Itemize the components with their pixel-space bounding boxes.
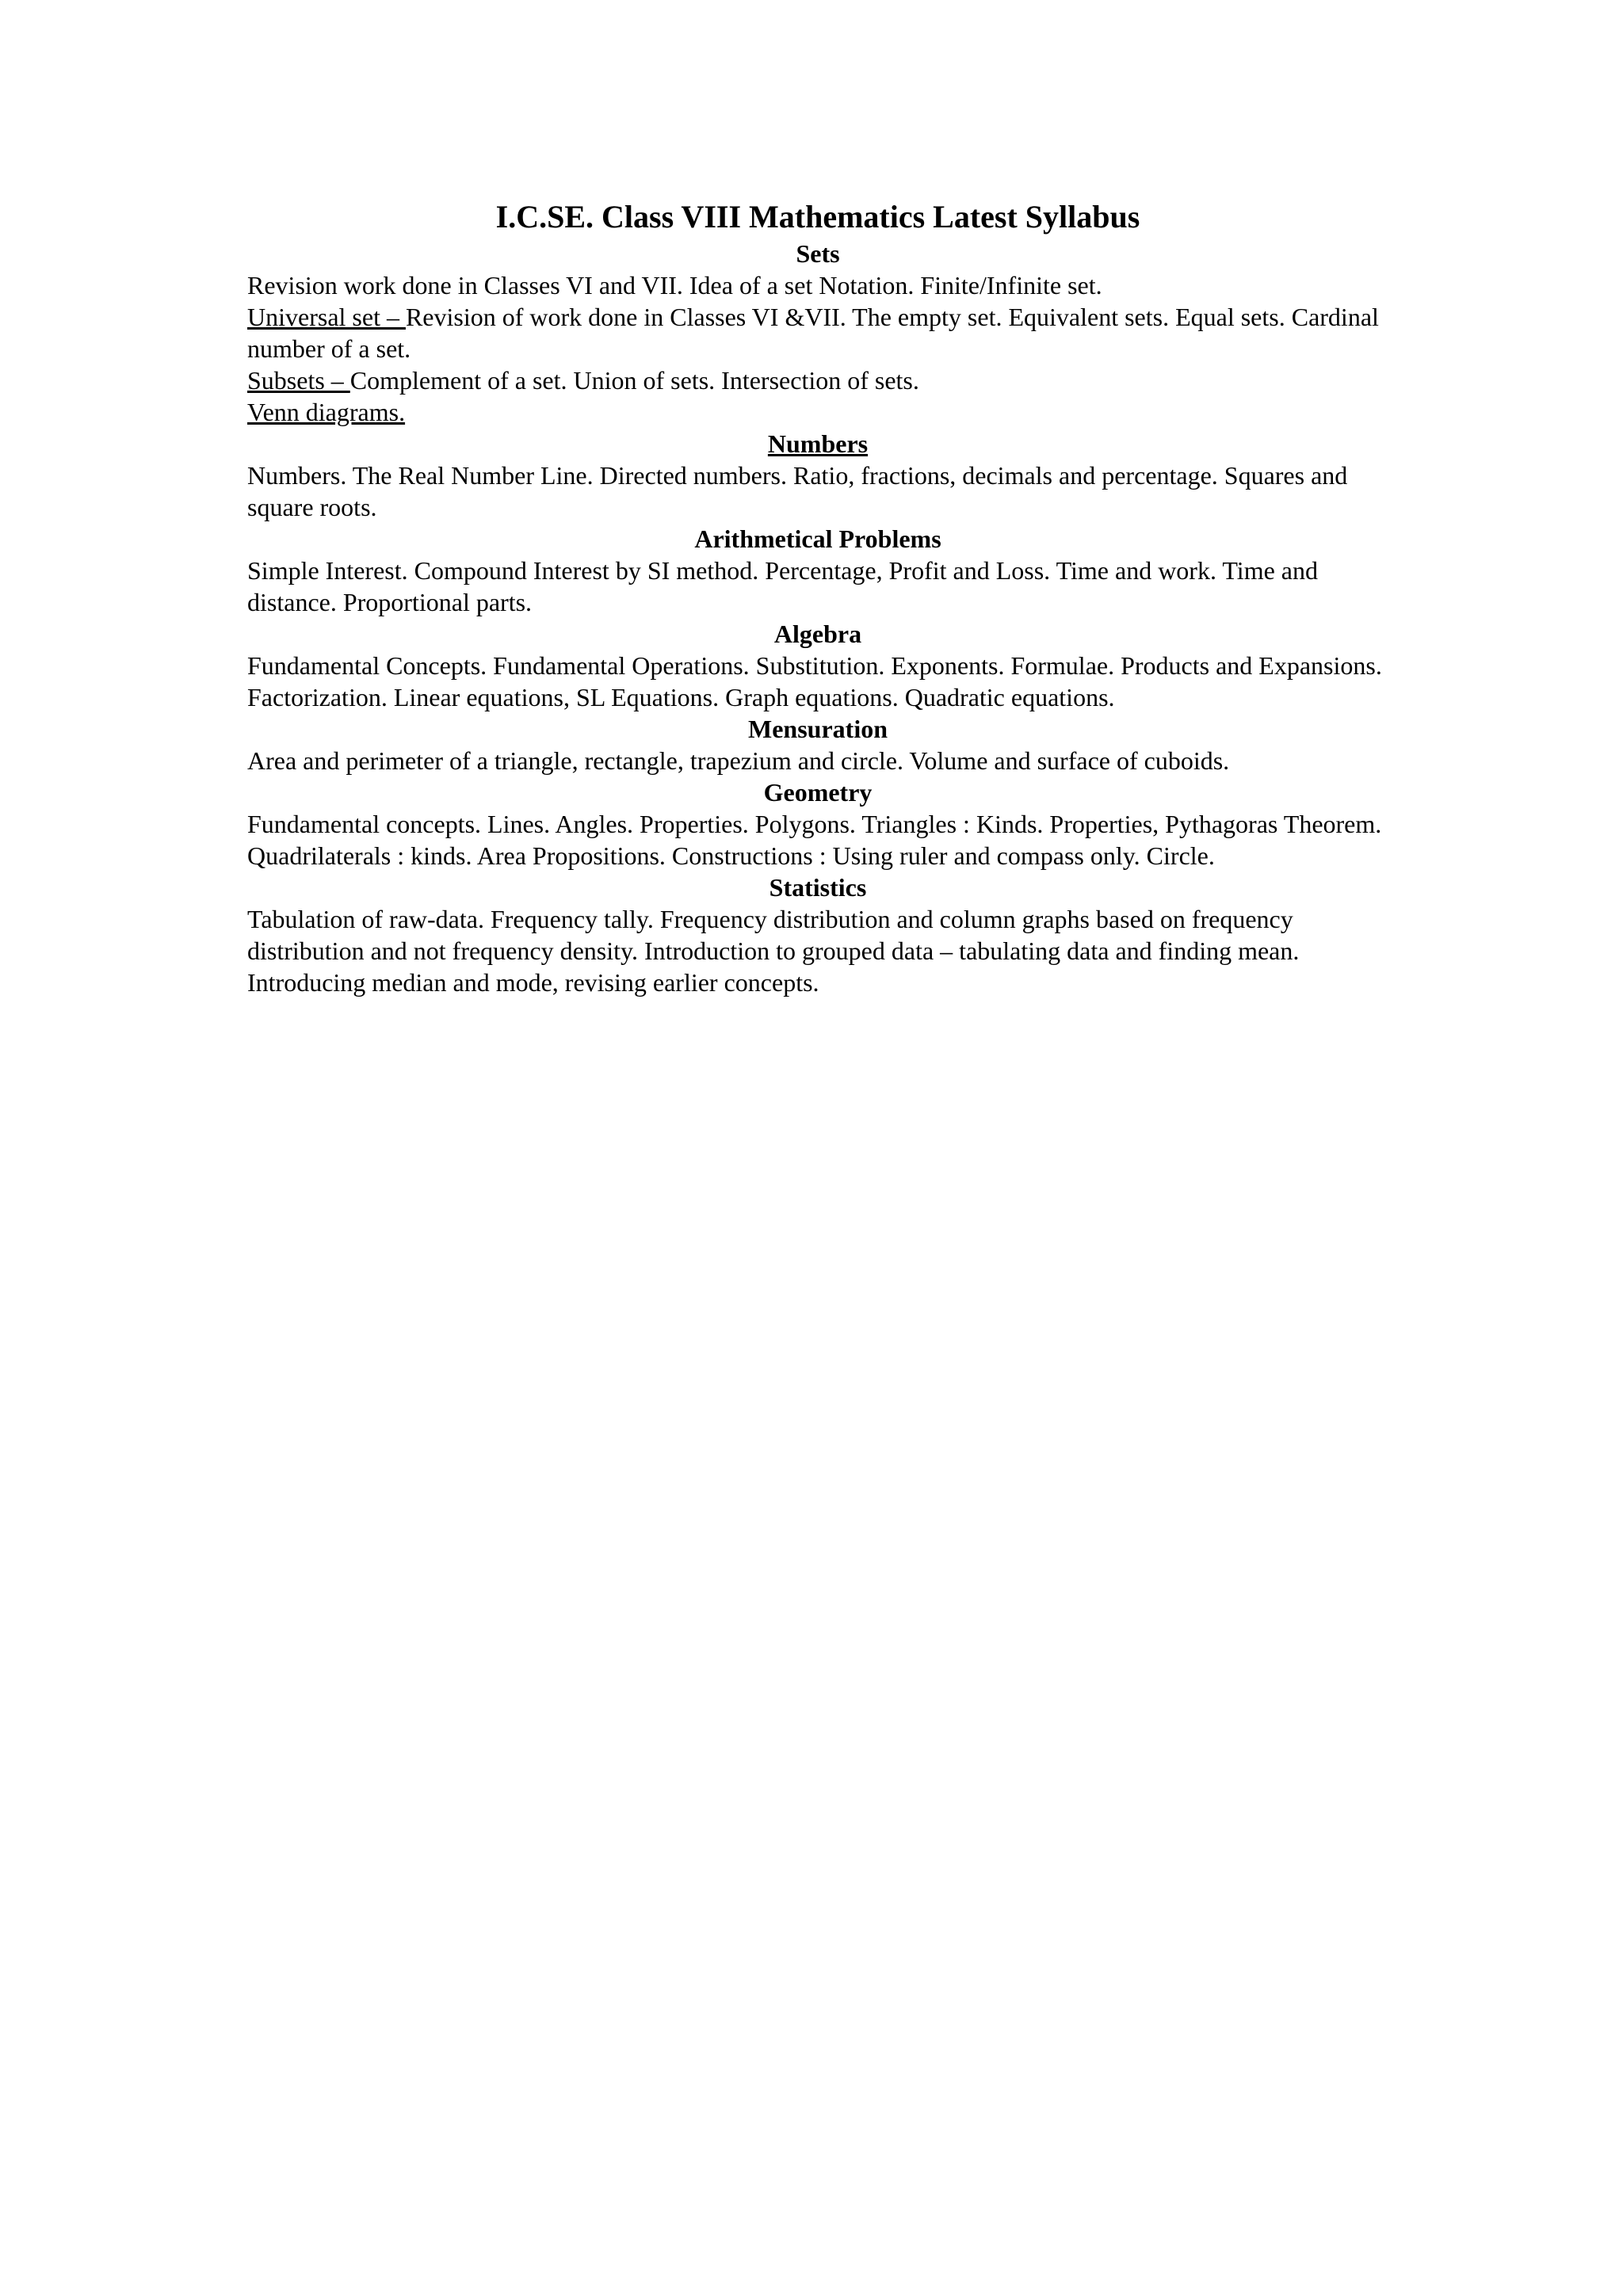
geometry-paragraph: Fundamental concepts. Lines. Angles. Properties. Polygons. Triangles : Kinds. Properties, Pythagoras Theorem. Quadrilaterals : kinds. Area Propositions. Constructions : Using ruler and compass only. Circle. bbox=[247, 810, 1382, 870]
section-heading-sets: Sets bbox=[796, 239, 840, 268]
section-heading-algebra: Algebra bbox=[773, 620, 862, 648]
statistics-paragraph: Tabulation of raw-data. Frequency tally. Frequency distribution and column graphs based on frequency distribution and not frequency density. Introduction to grouped data – tabulating data and finding mean. Introducing median and mode, revising earlier concepts. bbox=[247, 905, 1300, 997]
algebra-paragraph: Fundamental Concepts. Fundamental Operations. Substitution. Exponents. Formulae. Products and Expansions. Factorization. Linear equations, SL Equations. Graph equations. Quadratic equations. bbox=[247, 651, 1382, 711]
venn-diagrams-line bbox=[247, 396, 1388, 428]
mensuration-paragraph: Area and perimeter of a triangle, rectangle, trapezium and circle. Volume and surface of cuboids. bbox=[247, 746, 1230, 775]
sets-intro-line: Revision work done in Classes VI and VII. Idea of a set Notation. Finite/Infinite set. bbox=[247, 271, 1102, 299]
subsets-paragraph bbox=[247, 364, 1388, 396]
universal-set-label: Universal set – bbox=[247, 303, 406, 331]
venn-diagrams-text: Venn diagrams. bbox=[247, 398, 406, 426]
section-heading-numbers: Numbers bbox=[767, 429, 869, 458]
section-heading-arithmetical-problems: Arithmetical Problems bbox=[694, 524, 941, 553]
section-heading-mensuration: Mensuration bbox=[748, 715, 888, 743]
subsets-text: Complement of a set. Union of sets. Intersection of sets. bbox=[349, 366, 919, 395]
section-heading-geometry: Geometry bbox=[763, 778, 873, 807]
section-heading-statistics: Statistics bbox=[769, 873, 867, 902]
syllabus-document bbox=[247, 196, 1388, 998]
arithmetical-problems-paragraph: Simple Interest. Compound Interest by SI method. Percentage, Profit and Loss. Time and work. Time and distance. Proportional parts. bbox=[247, 556, 1318, 616]
universal-set-paragraph bbox=[247, 301, 1388, 364]
numbers-paragraph: Numbers. The Real Number Line. Directed numbers. Ratio, fractions, decimals and percentage. Squares and square roots. bbox=[247, 461, 1348, 521]
subsets-label: Subsets – bbox=[247, 366, 350, 395]
document-title: I.C.SE. Class VIII Mathematics Latest Syllabus bbox=[495, 199, 1140, 235]
universal-set-text: Revision of work done in Classes VI &VII. The empty set. Equivalent sets. Equal sets. Cardinal number of a set. bbox=[247, 303, 1379, 363]
